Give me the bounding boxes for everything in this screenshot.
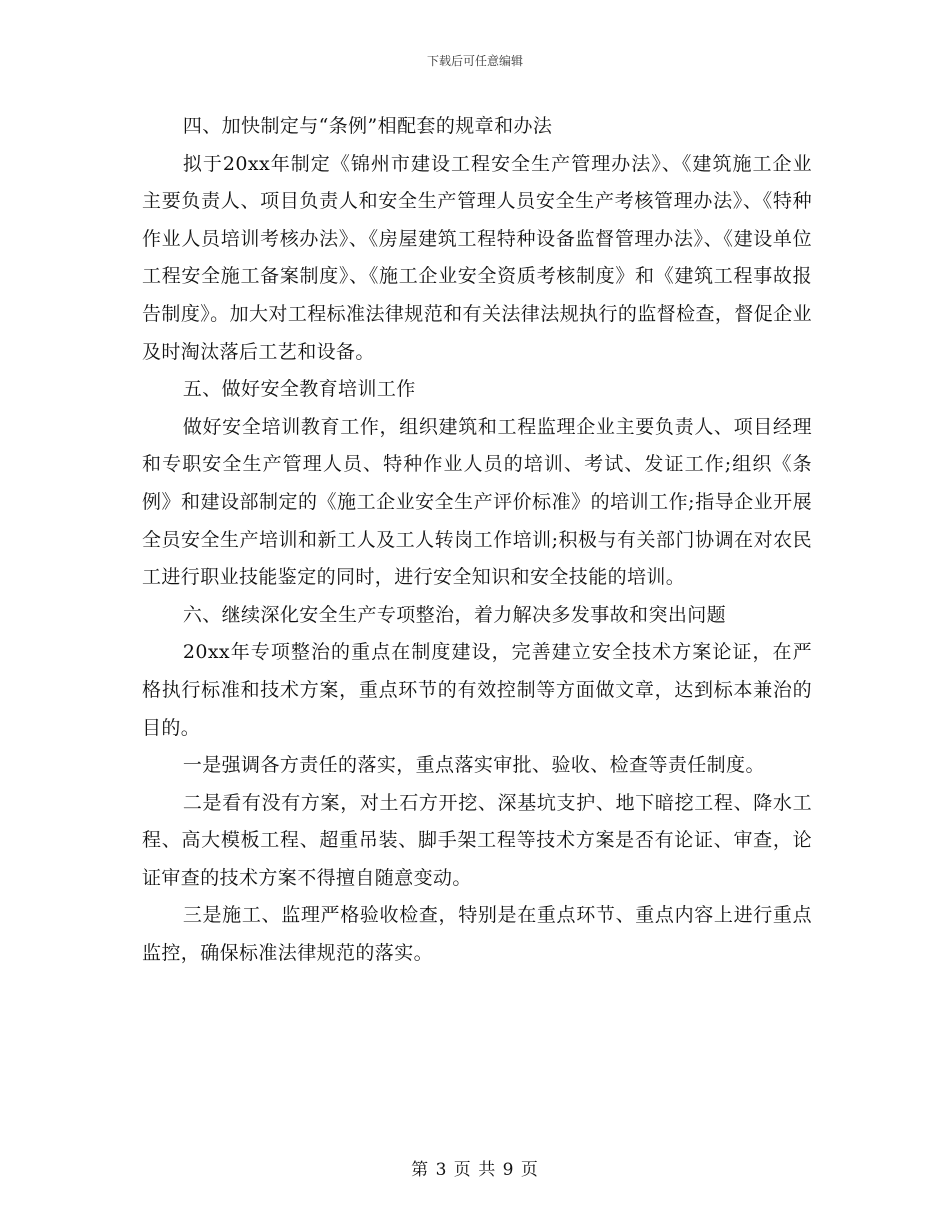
page-number: 第 3 页 共 9 页: [411, 1160, 539, 1180]
body-paragraph: 20xx年专项整治的重点在制度建设，完善建立安全技术方案论证，在严格执行标准和技术方案，重点环节的有效控制等方面做文章，达到标本兼治的目的。: [142, 641, 812, 739]
body-paragraph: 做好安全培训教育工作，组织建筑和工程监理企业主要负责人、项目经理和专职安全生产管理人员、特种作业人员的培训、考试、发证工作;组织《条例》和建设部制定的《施工企业安全生产评价标准》的培训工作;指导企业开展全员安全生产培训和新工人及工人转岗工作培训;积极与有关部门协调在对农民工进行职业技能鉴定的同时，进行安全知识和安全技能的培训。: [142, 415, 812, 589]
section-heading-6: 六、继续深化安全生产专项整治，着力解决多发事故和突出问题: [182, 603, 727, 626]
body-paragraph: 三是施工、监理严格验收检查，特别是在重点环节、重点内容上进行重点监控，确保标准法律规范的落实。: [142, 904, 812, 965]
section-heading-4: 四、加快制定与“条例”相配套的规章和办法: [182, 115, 553, 137]
body-paragraph: 一是强调各方责任的落实，重点落实审批、验收、检查等责任制度。: [182, 754, 765, 777]
document-body: [142, 108, 812, 973]
section-heading-5: 五、做好安全教育培训工作: [182, 378, 416, 401]
page-header: 下载后可任意编辑: [426, 54, 523, 68]
body-paragraph: 二是看有没有方案，对土石方开挖、深基坑支护、地下暗挖工程、降水工程、高大模板工程、超重吊装、脚手架工程等技术方案是否有论证、审查，论证审查的技术方案不得擅自随意变动。: [142, 791, 812, 889]
body-paragraph: 拟于20xx年制定《锦州市建设工程安全生产管理办法》、《建筑施工企业主要负责人、项目负责人和安全生产管理人员安全生产考核管理办法》、《特种作业人员培训考核办法》、《房屋建筑工程特种设备监督管理办法》、《建设单位工程安全施工备案制度》、《施工企业安全资质考核制度》和《建筑工程事故报告制度》。加大对工程标准法律规范和有关法律法规执行的监督检查，督促企业及时淘汰落后工艺和设备。: [142, 152, 812, 363]
